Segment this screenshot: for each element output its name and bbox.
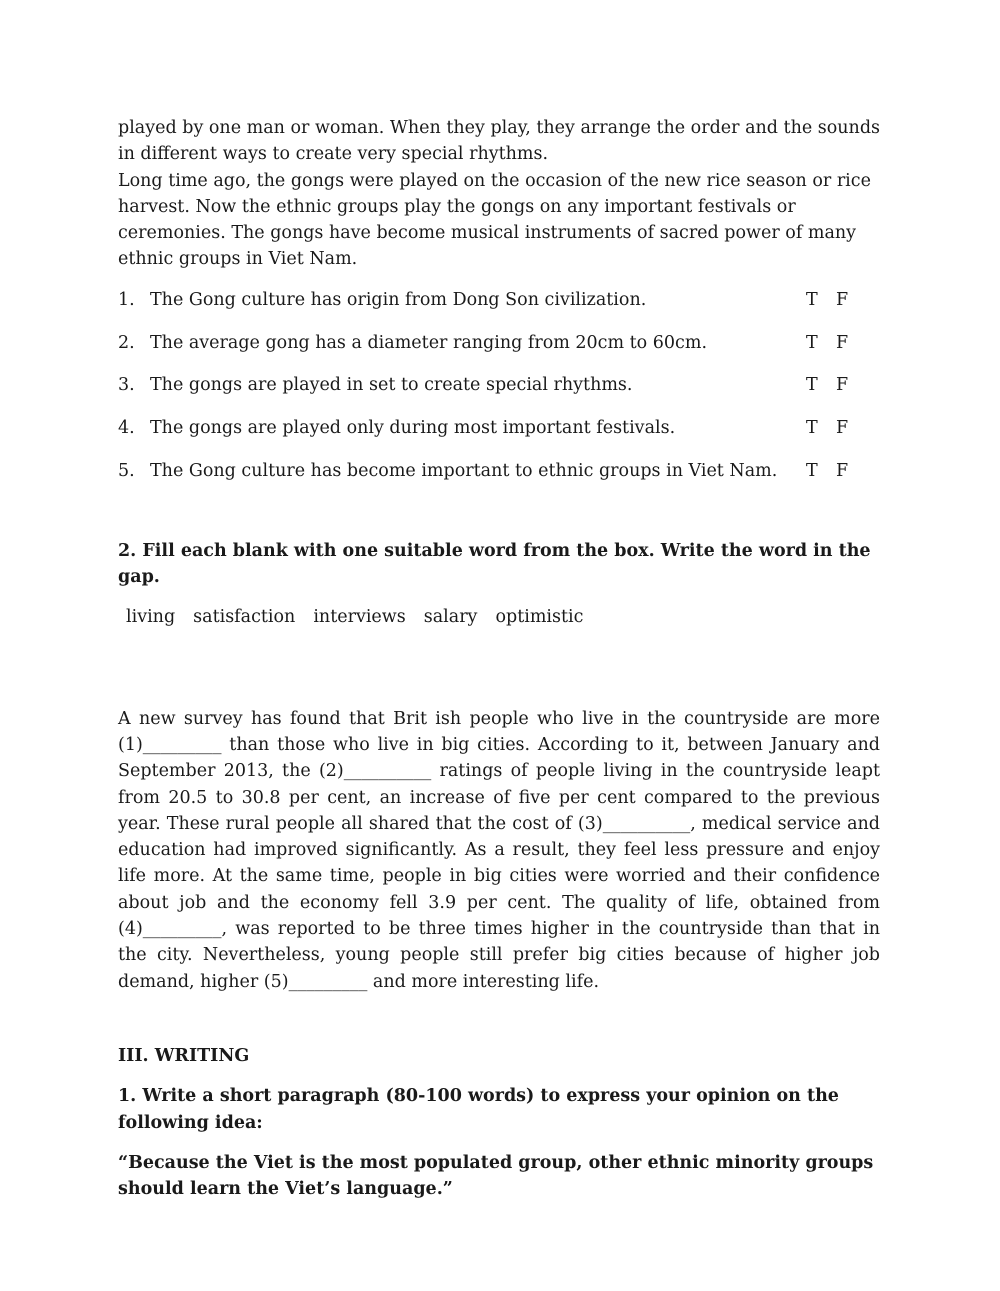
tf-true-option[interactable]: T — [806, 332, 818, 353]
word-box — [118, 604, 880, 630]
gap-fill-passage: A new survey has found that Brit ish people who live in the countryside are more (1)_________ than those who live in big cities. According to it, between January and September 2013, the (2)__________ ratings of people living in the countryside leapt from 20.5 to 30.8 per cent, an increase of five per cent compared to the previous year. These rural people all shared that the cost of (3)__________, medical service and education had improved significantly. As a result, they feel less pressure and enjoy life more. At the same time, people in big cities were worried and their confidence about job and the economy fell 3.9 per cent. The quality of life, obtained from (4)_________, was reported to be three times higher in the countryside than that in the city. Nevertheless, young people still prefer big cities because of higher job demand, higher (5)_________ and more interesting life. — [118, 708, 880, 992]
tf-item-statement: The average gong has a diameter ranging from 20cm to 60cm. — [150, 332, 708, 353]
tf-item-number: 3. — [118, 375, 135, 396]
tf-false-option[interactable]: F — [836, 418, 849, 439]
word-box-item: interviews — [313, 607, 406, 628]
tf-item-statement: The Gong culture has origin from Dong Son civilization. — [150, 289, 647, 310]
writing-question-1: 1. Write a short paragraph (80-100 words) to express your opinion on the following idea: — [118, 1086, 839, 1133]
tf-item-4 — [118, 415, 880, 458]
tf-true-option[interactable]: T — [806, 460, 818, 481]
tf-item-statement: The Gong culture has become important to ethnic groups in Viet Nam. — [150, 460, 778, 481]
section-2-heading: 2. Fill each blank with one suitable word from the box. Write the word in the gap. — [118, 540, 871, 588]
tf-item-number: 5. — [118, 460, 135, 481]
tf-item-2 — [118, 330, 880, 373]
tf-item-3 — [118, 372, 880, 415]
tf-item-5 — [118, 458, 880, 501]
tf-true-option[interactable]: T — [806, 289, 818, 310]
tf-item-number: 4. — [118, 418, 135, 439]
tf-true-option[interactable]: T — [806, 418, 818, 439]
word-box-item: living — [126, 607, 176, 628]
tf-item-number: 2. — [118, 332, 135, 353]
word-box-item: satisfaction — [193, 607, 296, 628]
writing-prompt-quote: “Because the Viet is the most populated group, other ethnic minority groups should learn the Viet’s language.” — [118, 1152, 874, 1200]
tf-false-option[interactable]: F — [836, 375, 849, 396]
worksheet-page — [118, 115, 880, 1202]
reading-passage — [118, 115, 880, 273]
word-box-item: salary — [423, 607, 478, 628]
true-false-list — [118, 287, 880, 501]
tf-item-statement: The gongs are played in set to create special rhythms. — [150, 375, 633, 396]
writing-section-heading: III. WRITING — [118, 1045, 250, 1066]
word-box-item: optimistic — [495, 607, 584, 628]
tf-false-option[interactable]: F — [836, 289, 849, 310]
tf-item-1 — [118, 287, 880, 330]
tf-false-option[interactable]: F — [836, 332, 849, 353]
tf-false-option[interactable]: F — [836, 460, 849, 481]
reading-paragraph-2: Long time ago, the gongs were played on the occasion of the new rice season or rice harvest. Now the ethnic groups play the gongs on any important festivals or ceremonies. The gongs have become musical instruments of sacred power of many ethnic groups in Viet Nam. — [118, 170, 871, 270]
tf-item-number: 1. — [118, 289, 135, 310]
tf-true-option[interactable]: T — [806, 375, 818, 396]
tf-item-statement: The gongs are played only during most important festivals. — [150, 418, 676, 439]
reading-paragraph-1: played by one man or woman. When they play, they arrange the order and the sounds in different ways to create very special rhythms. — [118, 118, 881, 165]
